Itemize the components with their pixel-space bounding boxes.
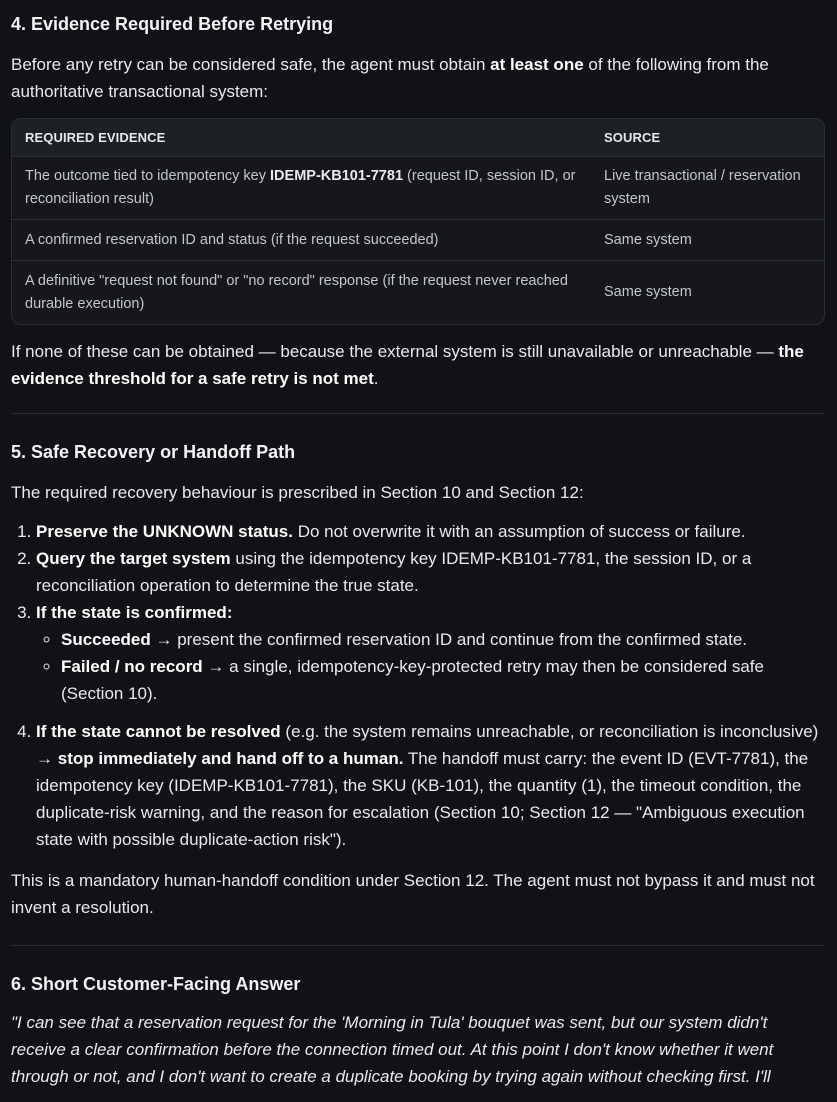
step-4-text-end: The handoff must carry: the event ID (EVT-7781), the idempotency key (IDEMP-KB101-7781), the SKU (KB-101), the quantity (1), the timeout condition, the duplicate-risk warning, and the reason for escalation (Section 10; Section 12 — "Ambiguous execution state with possible duplicate-action risk"). xyxy=(36,749,809,849)
recovery-steps-list xyxy=(11,518,824,853)
step-1-text: Do not overwrite it with an assumption of success or failure. xyxy=(292,522,746,541)
table-header-row xyxy=(12,119,824,157)
evidence-cell: A confirmed reservation ID and status (if the request succeeded) xyxy=(12,220,591,261)
header-source: SOURCE xyxy=(591,119,824,157)
evidence-threshold-note xyxy=(11,338,824,392)
mandatory-handoff-note: This is a mandatory human-handoff condition under Section 12. The agent must not bypass it and must not invent a resolution. xyxy=(11,871,815,917)
step-4-emphasis: stop immediately and hand off to a human. xyxy=(57,749,404,768)
header-required-evidence: REQUIRED EVIDENCE xyxy=(12,119,591,157)
table-row xyxy=(12,157,824,220)
list-item xyxy=(36,545,824,599)
section-4-intro xyxy=(11,51,824,105)
step-1-title: Preserve the UNKNOWN status. xyxy=(36,522,293,541)
failed-text: → a single, idempotency-key-protected retry may then be considered safe (Section 10). xyxy=(61,657,764,703)
section-divider xyxy=(11,945,824,946)
source-cell: Live transactional / reservation system xyxy=(591,157,824,220)
evidence-table xyxy=(11,118,825,325)
intro-text: Before any retry can be considered safe, the agent must obtain xyxy=(11,55,491,74)
section-5-heading: 5. Safe Recovery or Handoff Path xyxy=(11,442,296,462)
succeeded-text: → present the confirmed reservation ID and continue from the confirmed state. xyxy=(150,630,748,649)
section-4-heading: 4. Evidence Required Before Retrying xyxy=(11,14,334,34)
idempotency-key: IDEMP-KB101-7781 xyxy=(270,168,404,184)
intro-text-end: of the following from the authoritative transactional system: xyxy=(11,55,769,101)
source-cell: Same system xyxy=(591,261,824,325)
section-6-heading: 6. Short Customer-Facing Answer xyxy=(11,974,301,994)
section-divider xyxy=(11,413,824,414)
note-text-end: . xyxy=(373,369,379,388)
step-4-title: If the state cannot be resolved xyxy=(36,722,281,741)
sublist-item xyxy=(61,626,824,653)
list-item xyxy=(36,599,824,707)
failed-label: Failed / no record xyxy=(61,657,203,676)
intro-emphasis: at least one xyxy=(490,55,584,74)
document-content xyxy=(11,9,824,1090)
succeeded-label: Succeeded xyxy=(61,630,151,649)
evidence-text: The outcome tied to idempotency key xyxy=(25,168,271,184)
evidence-text-end: (request ID, session ID, or reconciliation result) xyxy=(25,168,576,207)
evidence-cell: A definitive "request not found" or "no record" response (if the request never reached durable execution) xyxy=(12,261,591,325)
note-emphasis: the evidence threshold for a safe retry is not met xyxy=(11,342,804,388)
step-3-title: If the state is confirmed: xyxy=(36,603,233,622)
list-item xyxy=(36,518,824,545)
list-item xyxy=(36,718,824,853)
source-cell: Same system xyxy=(591,220,824,261)
evidence-cell xyxy=(12,157,591,220)
section-5-intro: The required recovery behaviour is prescribed in Section 10 and Section 12: xyxy=(11,483,584,502)
note-text: If none of these can be obtained — because the external system is still unavailable or unreachable — xyxy=(11,342,779,361)
sublist-item xyxy=(61,653,824,707)
customer-answer-quote: "I can see that a reservation request for the 'Morning in Tula' bouquet was sent, but our system didn't receive a clear confirmation before the connection timed out. At this point I don't know whether it went through or not, and I don't want to create a duplicate booking by trying again without checking first. I'll xyxy=(11,1013,774,1086)
step-2-title: Query the target system xyxy=(36,549,231,568)
step-4-text: (e.g. the system remains unreachable, or reconciliation is inconclusive) → xyxy=(36,722,819,768)
step-2-text: using the idempotency key IDEMP-KB101-7781, the session ID, or a reconciliation operation to determine the true state. xyxy=(36,549,752,595)
table-row xyxy=(12,220,824,261)
confirmed-state-sublist xyxy=(36,626,824,707)
table-row xyxy=(12,261,824,325)
